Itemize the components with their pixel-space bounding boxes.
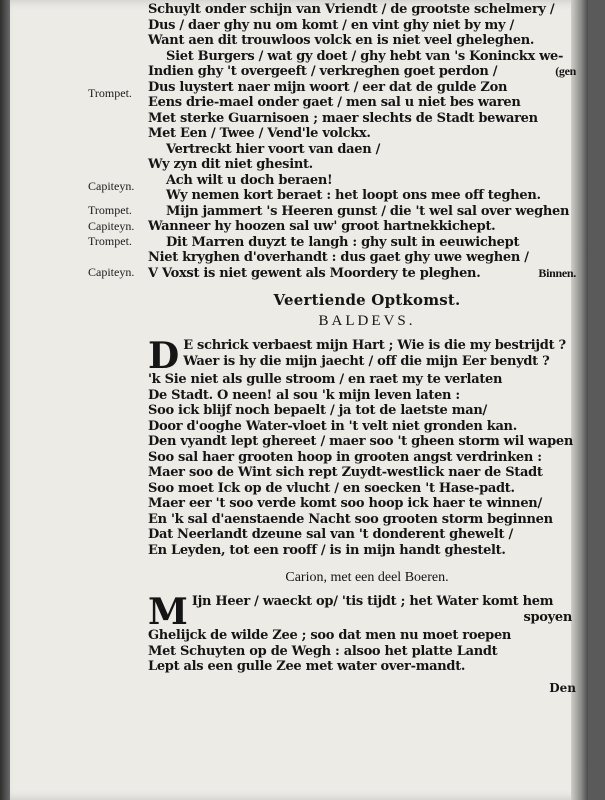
- dialogue-line: Dit Marren duyzt te langh : ghy sult in eeuwichept: [166, 234, 520, 250]
- catchword: Den: [549, 680, 576, 695]
- verse-line: Lept als een gulle Zee met water over-mandt.: [148, 659, 466, 674]
- dialogue-line: Vertreckt hier voort van daen /: [166, 141, 381, 157]
- dialogue-line: Wy nemen kort beraet : het loopt ons mee off teghen.: [166, 188, 541, 203]
- dialogue-line: [148, 266, 586, 282]
- page-text: [148, 2, 586, 695]
- verse-line: Maer soo de Wint sich rept Zuydt-westlick naer de Stadt: [148, 465, 543, 480]
- verse-line: Door d'ooghe Water-vloet in 't velt niet gronden kan.: [148, 418, 517, 434]
- carion-heading: Carion, met een deel Boeren.: [285, 570, 449, 585]
- character-name: BALDEVS.: [318, 313, 416, 329]
- dialogue-line: Mijn jammert 's Heeren gunst / die 't wel sal over weghen: [166, 203, 570, 219]
- speaker-capiteyn: Capiteyn.: [88, 219, 135, 233]
- verse-line: En Leyden, tot een rooff / is in mijn handt ghestelt.: [148, 542, 506, 558]
- verse-line: 'k Sie niet als gulle stroom / en raet my te verlaten: [148, 372, 503, 387]
- dialogue-line: Dus luystert naer mijn woort / eer dat de gulde Zon: [148, 79, 508, 95]
- dialogue-line: Wy zyn dit niet ghesint.: [148, 157, 313, 172]
- dialogue-line: Met sterke Guarnisoen ; maer slechts de Stadt bewaren: [148, 110, 538, 126]
- dialogue-line: Wanneer hy hoozen sal uw' groot hartnekkichept.: [148, 219, 496, 234]
- dialogue-line: Schuylt onder schijn van Vriendt / de grootste schelmery /: [148, 2, 555, 17]
- verse-line: Soo ick blijf noch bepaelt / ja tot de laetste man/: [148, 403, 487, 418]
- verse-line: Waer is hy die mijn jaecht / off die mijn Eer benydt ?: [183, 353, 550, 369]
- verse-line: Den vyandt lept ghereet / maer soo 't gheen storm wil wapen: [148, 434, 573, 449]
- verse-line: Ghelijck de wilde Zee ; soo dat men nu moet roepen: [148, 628, 512, 643]
- verse-line: Soo moet Ick op de vlucht / en soecken 't Hase-padt.: [148, 480, 515, 496]
- speaker-trompet: Trompet.: [88, 86, 132, 100]
- verse-line: Maer eer 't soo verde komt soo hoop ick haer te winnen/: [148, 496, 542, 511]
- book-gutter: [0, 0, 10, 800]
- verse-line: Soo sal haer grooten hoop in grooten angst verdrinken :: [148, 449, 542, 465]
- dialogue-line: Ach wilt u doch beraen!: [166, 172, 333, 188]
- book-page: [10, 0, 588, 800]
- scene-heading: Veertiende Optkomst.: [273, 291, 461, 309]
- stage-direction-binnen: Binnen.: [538, 265, 576, 280]
- baldeus-speech: [148, 335, 586, 558]
- dialogue-line: [148, 64, 586, 80]
- verse-line: De Stadt. O neen! al sou 'k mijn leven laten :: [148, 387, 460, 403]
- dialogue-line: Eens drie-mael onder gaet / men sal u niet bes waren: [148, 95, 521, 110]
- drop-cap: D: [148, 335, 180, 377]
- speaker-capiteyn: Capiteyn.: [88, 179, 135, 193]
- drop-cap: M: [148, 591, 188, 633]
- verse-line: Dat Neerlandt dzeune sal van 't donderent ghewelt /: [148, 527, 513, 542]
- verse-line: Met Schuyten op de Wegh : alsoo het platte Landt: [148, 643, 498, 659]
- dialogue-line: Want aen dit trouwloos volck en is niet veel gheleghen.: [148, 33, 535, 48]
- dialogue-line: Met Een / Twee / Vend'le volckx.: [148, 126, 371, 141]
- dialogue-line: Niet kryghen d'overhandt : dus gaet ghy uwe weghen /: [148, 250, 529, 265]
- speaker-trompet: Trompet.: [88, 234, 132, 248]
- verse-line: E schrick verbaest mijn Hart ; Wie is die my bestrijdt ?: [183, 338, 566, 353]
- verse-line: spoyen: [523, 609, 572, 625]
- dialogue-text: Indien ghy 't overgeeft / verkreghen goet perdon /: [148, 64, 498, 79]
- verse-line: En 'k sal d'aenstaende Nacht soo grooten storm beginnen: [148, 511, 553, 527]
- speaker-capiteyn: Capiteyn.: [88, 265, 135, 279]
- dialogue-line: Dus / daer ghy nu om komt / en vint ghy niet by my /: [148, 17, 514, 33]
- dialogue-text: V Voxst is niet gewent als Moordery te pleghen.: [148, 265, 481, 281]
- margin-note-gen: (gen: [555, 64, 576, 78]
- verse-line: Ijn Heer / waeckt op/ 'tis tijdt ; het Water komt hem: [191, 594, 554, 609]
- dialogue-line: Siet Burgers / wat gy doet / ghy hebt van 's Koninckx we-: [166, 48, 564, 64]
- speaker-trompet: Trompet.: [88, 203, 132, 217]
- carion-speech: [148, 591, 586, 675]
